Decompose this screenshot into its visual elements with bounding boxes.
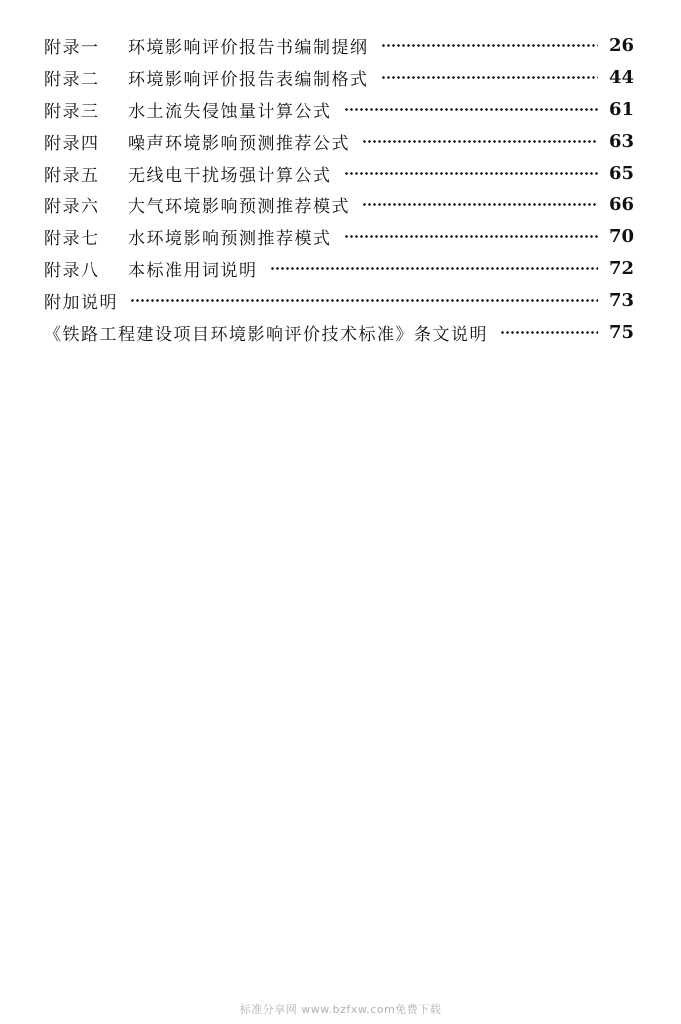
toc-entry (44, 221, 634, 253)
toc-entry-page-number: 73 (608, 289, 634, 311)
toc-entry-title: 大气环境影响预测推荐模式 (128, 197, 350, 218)
toc-entry (44, 316, 634, 348)
dot-leader (362, 133, 598, 150)
toc-entry-page-number: 63 (608, 130, 634, 152)
toc-entry-label: 附录六 (44, 197, 100, 218)
toc-entry-page-number: 72 (608, 257, 634, 279)
dot-leader (344, 101, 599, 118)
dot-leader (381, 37, 599, 54)
toc-entry (44, 125, 634, 157)
dot-leader (381, 69, 599, 86)
toc-entry-page-number: 65 (608, 162, 634, 184)
toc-entry-title: 环境影响评价报告书编制提纲 (128, 38, 369, 59)
dot-leader (344, 228, 599, 245)
dot-leader (362, 196, 598, 213)
toc-entry (44, 94, 634, 126)
toc-entry (44, 189, 634, 221)
toc-entry-label: 附录二 (44, 70, 100, 91)
toc-entry-title: 《铁路工程建设项目环境影响评价技术标准》条文说明 (44, 324, 488, 345)
dot-leader (270, 260, 599, 277)
dot-leader (500, 324, 598, 341)
dot-leader (130, 292, 598, 309)
toc-entry-page-number: 66 (608, 194, 634, 216)
toc-entry (44, 253, 634, 285)
toc-entry (44, 157, 634, 189)
toc-entry-title: 水土流失侵蚀量计算公式 (128, 101, 332, 122)
toc-entry-label: 附录三 (44, 101, 100, 122)
table-of-contents (44, 30, 634, 348)
toc-entry-label: 附录八 (44, 260, 100, 281)
toc-entry-page-number: 44 (608, 67, 634, 89)
toc-entry (44, 62, 634, 94)
toc-entry-label: 附录五 (44, 165, 100, 186)
toc-entry-page-number: 61 (608, 98, 634, 120)
toc-entry-title: 附加说明 (44, 292, 118, 313)
toc-entry (44, 30, 634, 62)
toc-entry-title: 本标准用词说明 (128, 260, 258, 281)
toc-entry-label: 附录四 (44, 133, 100, 154)
toc-entry-title: 无线电干扰场强计算公式 (128, 165, 332, 186)
toc-entry-title: 环境影响评价报告表编制格式 (128, 70, 369, 91)
footer-watermark: 标准分享网 www.bzfxw.com免费下载 (239, 1003, 442, 1016)
toc-entry-title: 水环境影响预测推荐模式 (128, 229, 332, 250)
toc-entry-label: 附录七 (44, 229, 100, 250)
dot-leader (344, 165, 599, 182)
toc-entry-page-number: 26 (608, 35, 634, 57)
toc-entry-page-number: 70 (608, 226, 634, 248)
toc-entry-title: 噪声环境影响预测推荐公式 (128, 133, 350, 154)
toc-entry-page-number: 75 (608, 321, 634, 343)
toc-entry (44, 284, 634, 316)
toc-entry-label: 附录一 (44, 38, 100, 59)
